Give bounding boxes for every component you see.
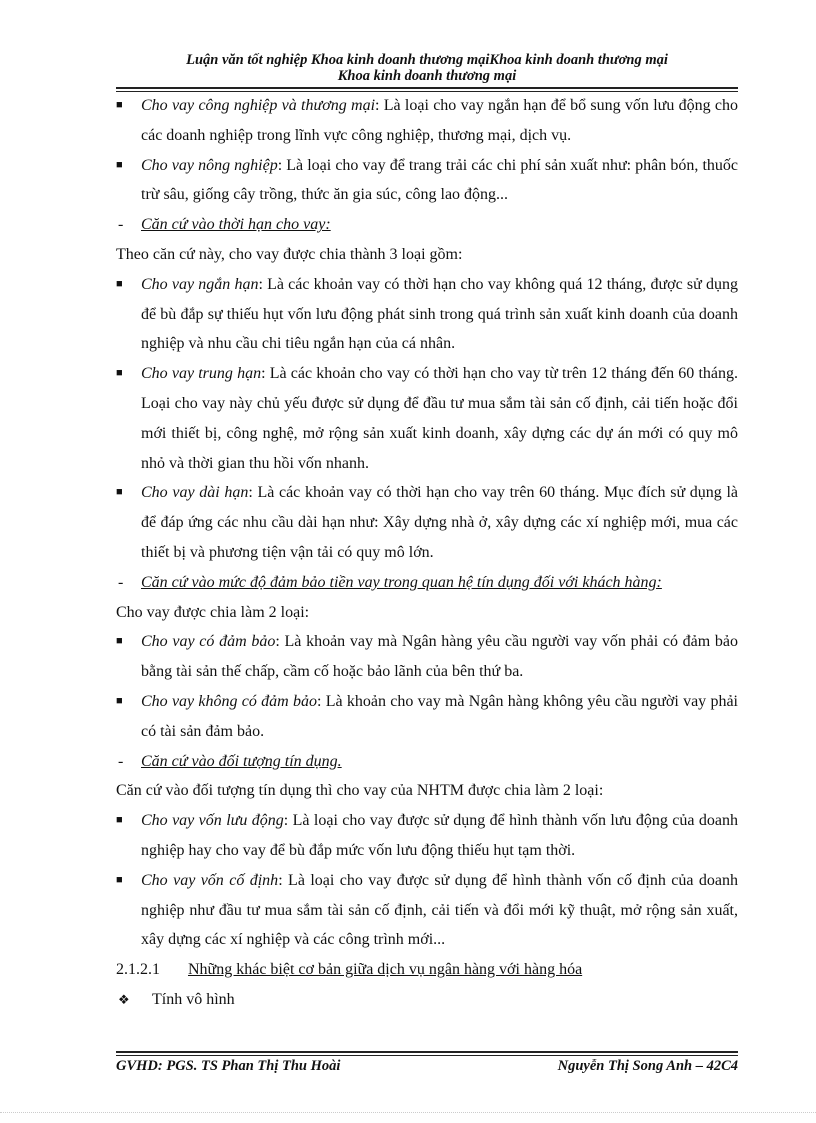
section-heading: [116, 568, 738, 598]
intro-line: Theo căn cứ này, cho vay được chia thành 3 loại gồm:: [116, 245, 463, 263]
square-bullet-icon: ■: [116, 873, 123, 886]
bullet-paragraph: [116, 627, 738, 687]
heading-text: Căn cứ vào đối tượng tín dụng.: [141, 752, 342, 770]
term: Cho vay không có đảm bảo: [141, 692, 317, 710]
page-header: [116, 52, 738, 84]
intro-line: Cho vay được chia làm 2 loại:: [116, 603, 310, 621]
bullet-paragraph: [116, 478, 738, 567]
term: Cho vay ngắn hạn: [141, 275, 259, 293]
bullet-paragraph: [116, 151, 738, 211]
diamond-bullet-icon: ❖: [118, 991, 130, 1007]
square-bullet-icon: ■: [116, 694, 123, 707]
square-bullet-icon: ■: [116, 277, 123, 290]
term: Cho vay trung hạn: [141, 365, 262, 383]
header-line-2: Khoa kinh doanh thương mại: [337, 68, 517, 84]
definition: : Là các khoản vay có thời hạn cho vay trên 60 tháng. Mục đích sử dụng là để đáp ứng các nhu cầu dài hạn như: Xây dựng nhà ở, xây dựng các xí nghiệp mới, mua các thiết bị và phương tiện vận tải có quy mô lớn.: [141, 484, 738, 561]
bullet-paragraph: [116, 866, 738, 955]
bullet-paragraph: [116, 91, 738, 151]
square-bullet-icon: ■: [116, 99, 123, 111]
page-edge: [0, 1112, 816, 1113]
square-bullet-icon: ■: [116, 486, 123, 499]
square-bullet-icon: ■: [116, 814, 123, 827]
definition: : Là loại cho vay được sử dụng để hình thành vốn cố định của doanh nghiệp như đầu tư mua sắm tài sản cố định, cải tiến và đổi mới kỹ thuật, mở rộng sản xuất, xây dựng các xí nghiệp và các công trình mới...: [141, 871, 738, 949]
definition: : Là khoản vay mà Ngân hàng yêu cầu người vay vốn phải có đảm bảo bằng tài sản thế chấp, cầm cố hoặc bảo lãnh của bên thứ ba.: [141, 633, 738, 681]
footer-supervisor: GVHD: PGS. TS Phan Thị Thu Hoài: [116, 1058, 341, 1074]
bullet-paragraph: [116, 687, 738, 747]
page-content: [116, 91, 738, 1015]
definition: : Là các khoản vay có thời hạn cho vay không quá 12 tháng, được sử dụng để bù đắp sự thiếu hụt vốn lưu động phát sinh trong quá trình sản xuất kinh doanh của doanh nghiệp và nhu cầu chi tiêu ngắn hạn của cá nhân.: [141, 275, 738, 353]
section-heading: [116, 210, 738, 240]
bullet-paragraph: [116, 270, 738, 359]
square-bullet-icon: ■: [116, 367, 123, 380]
term: Cho vay có đảm bảo: [141, 633, 276, 651]
header-line-1: Luận văn tốt nghiệp Khoa kinh doanh thương mạiKhoa kinh doanh thương mại: [186, 52, 668, 68]
diamond-item: [116, 985, 738, 1015]
diamond-item-text: Tính vô hình: [152, 990, 235, 1008]
term: Cho vay nông nghiệp: [141, 156, 278, 174]
footer-rule: [116, 1051, 738, 1056]
term: Cho vay dài hạn: [141, 484, 249, 502]
definition: : Là loại cho vay để trang trải các chi phí sản xuất như: phân bón, thuốc trừ sâu, giống cây trồng, thức ăn gia súc, công lao động...: [141, 156, 739, 204]
definition: : Là loại cho vay ngắn hạn để bổ sung vốn lưu động cho các doanh nghiệp trong lĩnh vực công nghiệp, thương mại, dịch vụ.: [141, 97, 739, 144]
section-heading: [116, 747, 738, 777]
square-bullet-icon: ■: [116, 158, 123, 171]
heading-text: Căn cứ vào thời hạn cho vay:: [141, 216, 331, 234]
dash-marker: -: [118, 216, 124, 234]
subsection-number: 2.1.2.1: [116, 961, 160, 979]
subsection-heading: [116, 955, 738, 985]
definition: : Là loại cho vay được sử dụng để hình thành vốn lưu động của doanh nghiệp hay cho vay để bù đắp mức vốn lưu động thiếu hụt tạm thời.: [141, 812, 738, 859]
definition: : Là khoản cho vay mà Ngân hàng không yêu cầu người vay phải có tài sản đảm bảo.: [141, 692, 738, 740]
heading-text: Căn cứ vào mức độ đảm bảo tiền vay trong quan hệ tín dụng đối với khách hàng:: [141, 573, 662, 591]
bullet-paragraph: [116, 359, 738, 478]
definition: : Là các khoản cho vay có thời hạn cho vay từ trên 12 tháng đến 60 tháng. Loại cho vay này chủ yếu được sử dụng để đầu tư mua sắm tài sản cố định, cải tiến hoặc đổi mới thiết bị, công nghệ, mở rộng sản xuất kinh doanh, xây dựng các dự án mới có quy mô nhỏ và thời gian thu hồi vốn nhanh.: [141, 365, 739, 472]
term: Cho vay công nghiệp và thương mại: [141, 97, 376, 114]
dash-marker: -: [118, 752, 124, 770]
intro-line: Căn cứ vào đối tượng tín dụng thì cho vay của NHTM được chia làm 2 loại:: [116, 782, 604, 800]
bullet-paragraph: [116, 806, 738, 866]
term: Cho vay vốn cố định: [141, 871, 279, 889]
page-footer: [116, 1058, 738, 1075]
term: Cho vay vốn lưu động: [141, 812, 284, 830]
footer-author: Nguyễn Thị Song Anh – 42C4: [557, 1058, 738, 1074]
subsection-title: Những khác biệt cơ bản giữa dịch vụ ngân hàng với hàng hóa: [188, 961, 583, 979]
dash-marker: -: [118, 573, 124, 591]
square-bullet-icon: ■: [116, 635, 123, 648]
